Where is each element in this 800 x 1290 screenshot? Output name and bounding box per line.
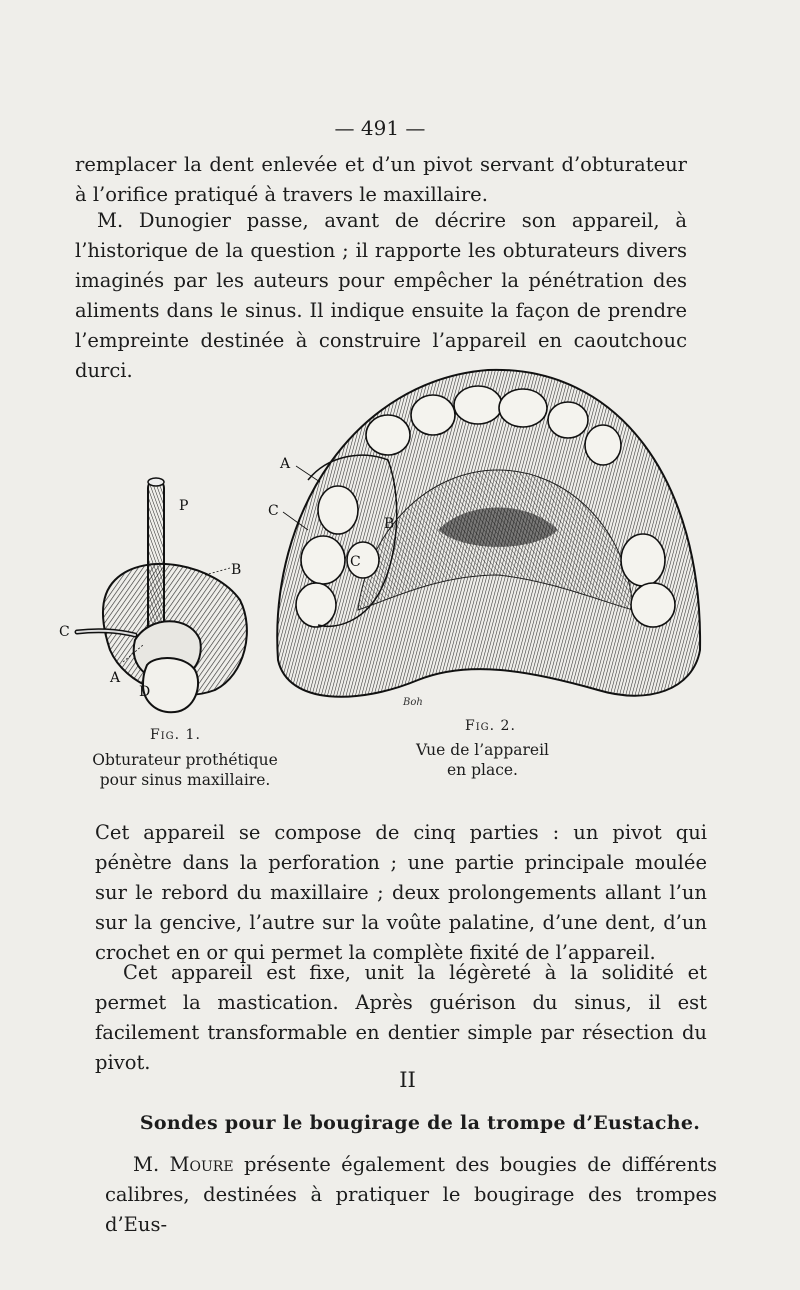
section-number: II	[399, 1068, 416, 1092]
fig2-letter-a: A	[280, 456, 291, 472]
figure-2-label: Fig. 2.	[465, 718, 516, 734]
paragraph-historique: M. Dunogier passe, avant de décrire son appareil, à l’historique de la question ; il rapporte les obturateurs divers imaginés par les auteurs pour empêcher la pénétration des aliments dans le sinus. Il indique ensuite la façon de prendre l’empreinte destinée à construire l’appareil en caoutchouc durci.	[75, 209, 687, 382]
paragraph-advantages: Cet appareil est fixe, unit la légèreté à la solidité et permet la mastication. Après guérison du sinus, il est facilement transformable en dentier simple par résection du pivot.	[95, 961, 707, 1074]
section-title: Sondes pour le bougirage de la trompe d’Eustache.	[139, 1112, 701, 1134]
figure-2-caption	[395, 740, 570, 780]
figure-1-label: Fig. 1.	[150, 727, 201, 743]
figure-1-caption-line-2: pour sinus maxillaire.	[99, 771, 271, 789]
paragraph-composition: Cet appareil se compose de cinq parties : un pivot qui pénètre dans la perforation ; une partie principale moulée sur le rebord du maxillaire ; deux prolongements allant l’un sur la gencive, l’autre sur la voûte palatine, d’une dent, d’un crochet en or qui permet la complète fixité de l’appareil.	[95, 821, 707, 964]
fig1-letter-a: A	[110, 670, 121, 686]
author-name: M. Moure	[133, 1153, 234, 1176]
figure-1-caption	[80, 750, 290, 790]
paragraph-moure-text: présente également des bougies de différents calibres, destinées à pratiquer le bougirage des trompes d’Eus-	[105, 1153, 717, 1236]
fig2-letter-b: B	[384, 516, 395, 532]
fig1-letter-c: C	[59, 624, 70, 640]
fig2-letter-c-second: C	[350, 554, 361, 570]
fig2-letter-c: C	[268, 503, 279, 519]
page-number: — 491 —	[334, 116, 426, 140]
figure-2-caption-line-2: en place.	[447, 761, 518, 779]
fig1-letter-p: P	[179, 498, 189, 514]
paragraph-intro: remplacer la dent enlevée et d’un pivot servant d’obturateur à l’orifice pratiqué à travers le maxillaire.	[75, 153, 687, 206]
paragraph-moure	[105, 1150, 717, 1240]
fig2-engraver-signature: Boh	[403, 697, 423, 708]
figure-1-caption-line-1: Obturateur prothétique	[92, 751, 278, 769]
figure-2-caption-line-1: Vue de l’appareil	[415, 741, 549, 759]
fig1-letter-b: B	[231, 562, 242, 578]
fig1-letter-d: D	[139, 684, 151, 700]
figure-2-palate-illustration	[268, 360, 708, 730]
